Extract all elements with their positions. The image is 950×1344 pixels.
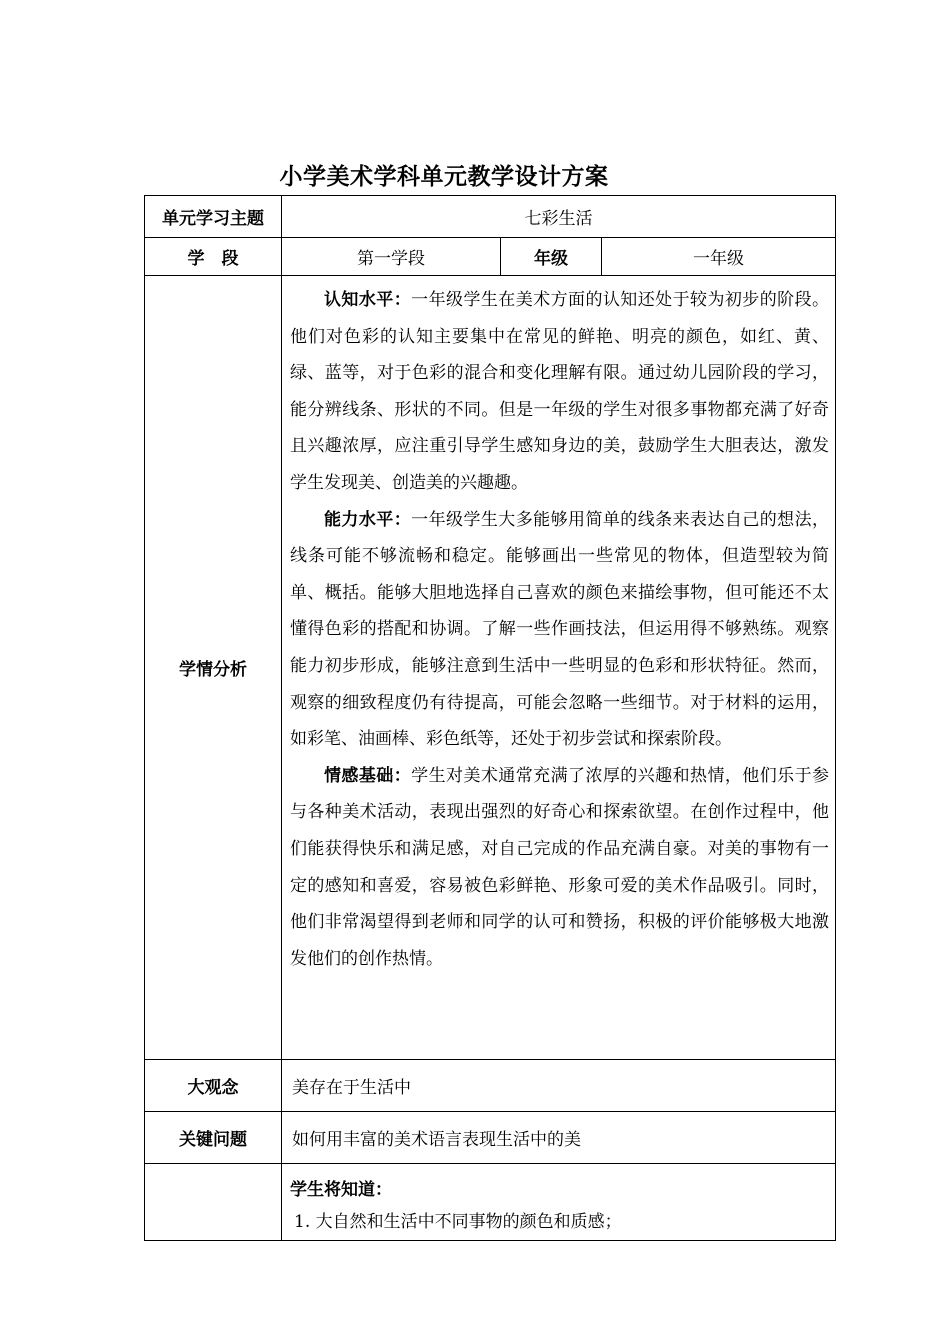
ability-text: 一年级学生大多能够用简单的线条来表达自己的想法，线条可能不够流畅和稳定。能够画出一些常见的物体，但造型较为简单、概括。能够大胆地选择自己喜欢的颜色来描绘事物，但可能还不太懂得色彩的搭配和协调。了解一些作画技法，但运用得不够熟练。观察能力初步形成，能够注意到生活中一些明显的色彩和形状特征。然而，观察的细致程度仍有待提高，可能会忽略一些细节。对于材料的运用，如彩笔、油画棒、彩色纸等，还处于初步尝试和探索阶段。 — [290, 509, 830, 750]
cognitive-heading: 认知水平： — [324, 290, 412, 310]
student-analysis-content — [282, 276, 836, 1060]
big-idea-label: 大观念 — [145, 1060, 282, 1112]
row-big-idea — [145, 1060, 836, 1112]
lesson-plan-table — [144, 195, 836, 1241]
ability-heading: 能力水平： — [324, 509, 412, 530]
cognitive-paragraph — [290, 282, 829, 502]
ability-paragraph — [290, 502, 829, 758]
row-unit-theme — [145, 196, 836, 238]
student-analysis-label: 学情分析 — [145, 276, 282, 1060]
emotion-paragraph — [290, 758, 829, 978]
stage-label: 学 段 — [145, 238, 282, 276]
grade-label: 年级 — [501, 238, 602, 276]
row-student-analysis — [145, 276, 836, 1060]
emotion-heading: 情感基础： — [324, 765, 412, 786]
grade-value: 一年级 — [602, 238, 836, 276]
unit-theme-label: 单元学习主题 — [145, 196, 282, 238]
unit-theme-value: 七彩生活 — [282, 196, 836, 238]
emotion-text: 学生对美术通常充满了浓厚的兴趣和热情，他们乐于参与各种美术活动，表现出强烈的好奇心和探索欲望。在创作过程中，他们能获得快乐和满足感，对自己完成的作品充满自豪。对美的事物有一定的感知和喜爱，容易被色彩鲜艳、形象可爱的美术作品吸引。同时，他们非常渴望得到老师和同学的认可和赞扬，积极的评价能够极大地激发他们的创作热情。 — [290, 765, 830, 969]
students-know-content — [282, 1164, 836, 1241]
students-know-label-cell — [145, 1164, 282, 1241]
row-students-know — [145, 1164, 836, 1241]
document-title: 小学美术学科单元教学设计方案 — [279, 164, 609, 190]
cognitive-text: 一年级学生在美术方面的认知还处于较为初步的阶段。他们对色彩的认知主要集中在常见的鲜艳、明亮的颜色，如红、黄、绿、蓝等，对于色彩的混合和变化理解有限。通过幼儿园阶段的学习，能分辨线条、形状的不同。但是一年级的学生对很多事物都充满了好奇且兴趣浓厚，应注重引导学生感知身边的美，鼓励学生大胆表达，激发学生发现美、创造美的兴趣趣。 — [290, 290, 830, 493]
students-know-heading: 学生将知道： — [290, 1180, 392, 1200]
row-key-question — [145, 1112, 836, 1164]
big-idea-value: 美存在于生活中 — [282, 1060, 836, 1112]
row-stage-grade — [145, 238, 836, 276]
students-know-item: 1. 大自然和生活中不同事物的颜色和质感； — [294, 1212, 622, 1232]
key-question-value: 如何用丰富的美术语言表现生活中的美 — [282, 1112, 836, 1164]
stage-value: 第一学段 — [282, 238, 501, 276]
key-question-label: 关键问题 — [145, 1112, 282, 1164]
